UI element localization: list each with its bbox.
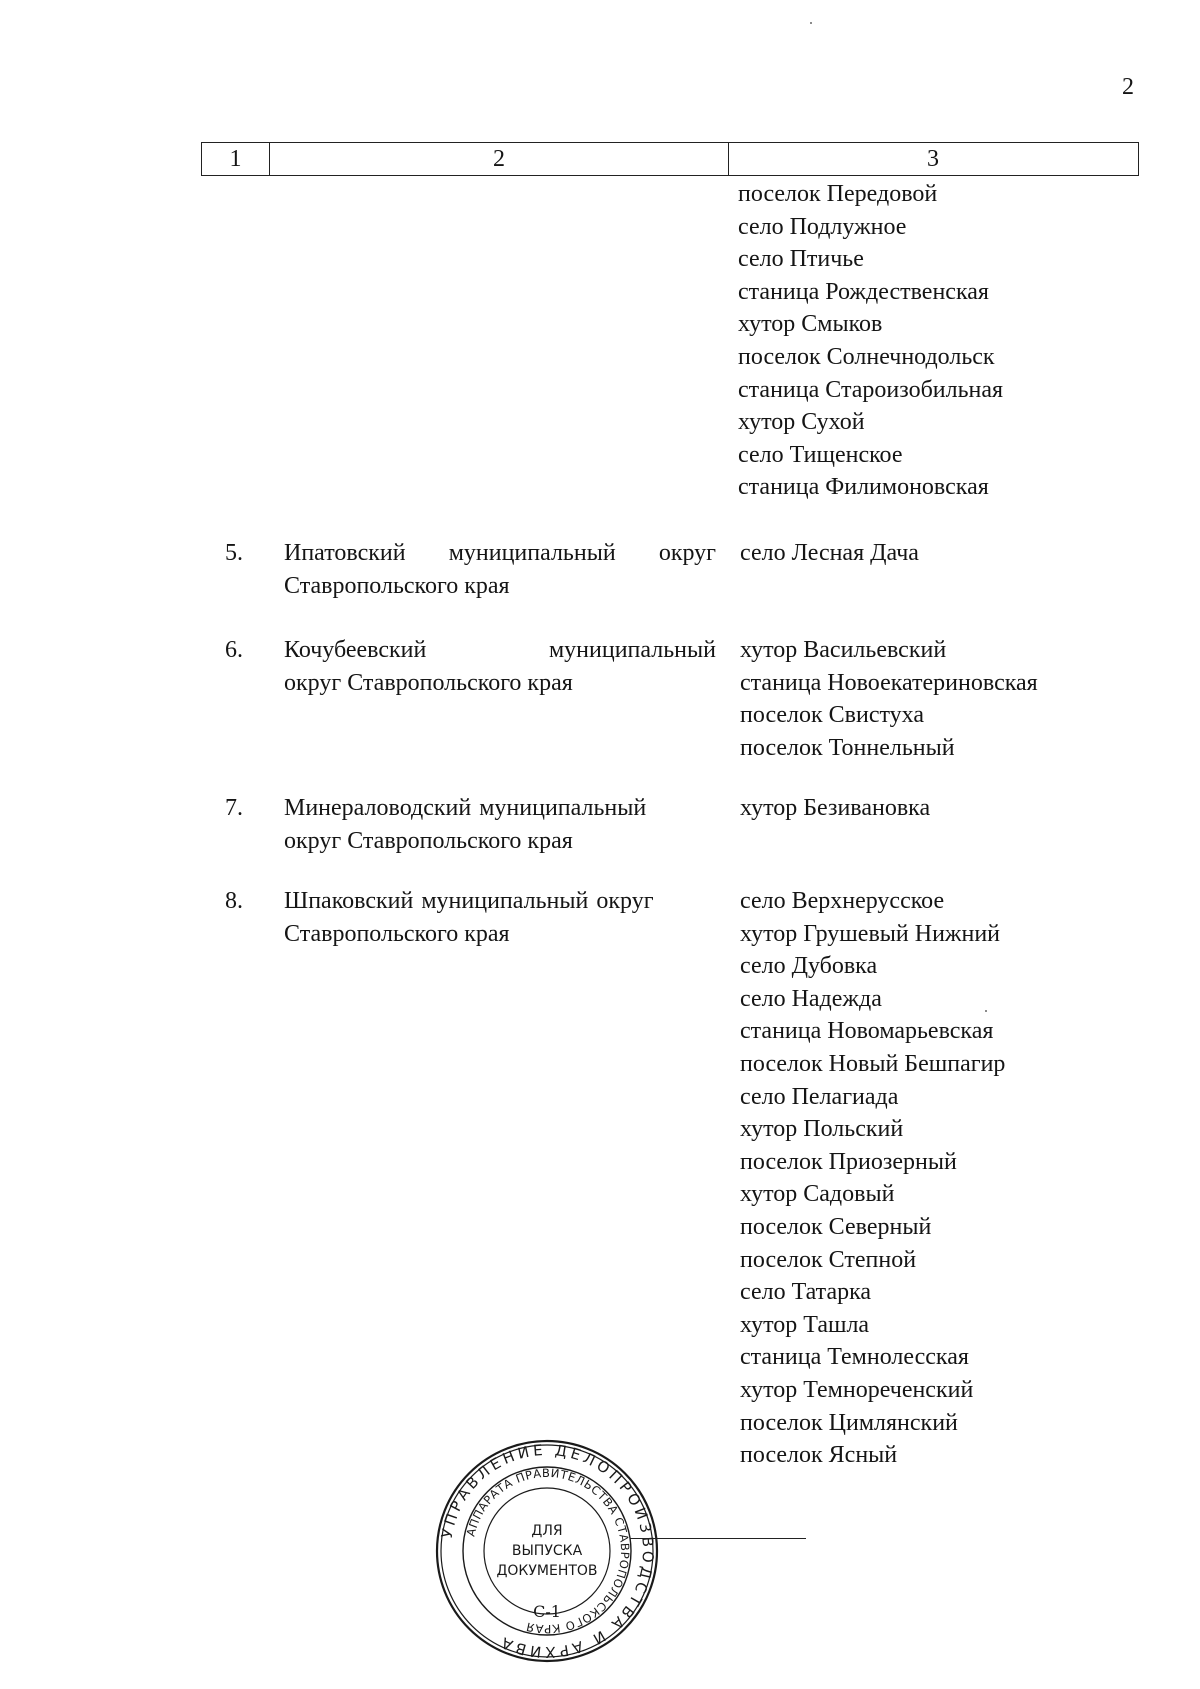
district-word: округ xyxy=(596,888,654,914)
district-name xyxy=(284,537,716,602)
stamp-inner-text: АППАРАТА ПРАВИТЕЛЬСТВА СТАВРОПОЛЬСКОГО КРАЯ xyxy=(463,1465,633,1637)
district-line: Ставропольского края xyxy=(284,920,510,947)
list-item: поселок Северный xyxy=(740,1213,932,1240)
list-item: поселок Приозерный xyxy=(740,1148,957,1175)
column-header-1: 1 xyxy=(202,143,270,175)
district-line: округ Ставропольского края xyxy=(284,669,573,696)
list-item: поселок Тоннельный xyxy=(740,734,955,761)
list-item: станица Рождественская xyxy=(738,278,989,305)
list-item: станица Темнолесская xyxy=(740,1344,969,1371)
list-item: хутор Темнореченский xyxy=(740,1376,974,1403)
district-word: Кочубеевский xyxy=(284,637,427,663)
list-item: поселок Ясный xyxy=(740,1442,898,1469)
district-line: округ Ставропольского края xyxy=(284,827,573,854)
district-name xyxy=(284,792,716,857)
row-number: 6. xyxy=(225,637,243,663)
list-item: село Верхнерусское xyxy=(740,888,945,914)
list-item: хутор Смыков xyxy=(738,311,883,338)
places-list xyxy=(740,792,930,825)
list-item: село Лесная Дача xyxy=(740,540,919,566)
places-list xyxy=(740,885,1005,1472)
list-item: станица Новоекатериновская xyxy=(740,669,1038,696)
list-item: хутор Грушевый Нижний xyxy=(740,920,1001,947)
list-item: поселок Степной xyxy=(740,1246,917,1273)
district-word: муниципальный xyxy=(448,540,616,566)
district-word: округ xyxy=(658,540,716,566)
list-item: село Надежда xyxy=(740,985,882,1012)
column-header-2: 2 xyxy=(270,143,729,175)
list-item: поселок Новый Бешпагир xyxy=(740,1050,1006,1077)
list-item: село Пелагиада xyxy=(740,1083,899,1110)
list-item: станица Новомарьевская xyxy=(740,1018,994,1045)
row-number: 5. xyxy=(225,540,243,566)
stamp-center-line: ДОКУМЕНТОВ xyxy=(496,1563,598,1579)
district-line: Ставропольского края xyxy=(284,572,510,599)
stamp-center-line: ДЛЯ xyxy=(531,1523,563,1539)
stamp-center-line: ВЫПУСКА xyxy=(511,1543,583,1559)
list-item: село Подлужное xyxy=(738,213,907,240)
scan-speck xyxy=(810,22,812,24)
list-item: хутор Сухой xyxy=(738,409,865,436)
page-number: 2 xyxy=(1122,74,1134,100)
signature-line xyxy=(630,1538,806,1539)
district-name xyxy=(284,634,716,699)
district-word: Ипатовский xyxy=(284,540,406,566)
district-name xyxy=(284,885,716,950)
row-number: 8. xyxy=(225,888,243,914)
list-item: село Татарка xyxy=(740,1279,872,1306)
list-item: станица Староизобильная xyxy=(738,376,1004,403)
scan-speck xyxy=(985,1010,987,1012)
row-number: 7. xyxy=(225,795,243,821)
list-item: село Тищенское xyxy=(738,441,903,468)
stamp-outer-text: УПРАВЛЕНИЕ ДЕЛОПРОИЗВОДСТВА И АРХИВА xyxy=(437,1440,658,1662)
list-item: хутор Ташла xyxy=(740,1311,870,1338)
list-item: хутор Васильевский xyxy=(740,637,947,663)
column-header-3: 3 xyxy=(927,146,939,172)
district-word: муниципальный xyxy=(548,637,716,663)
places-list xyxy=(740,537,919,570)
list-item: село Дубовка xyxy=(740,953,878,980)
continued-places-list xyxy=(738,178,1003,504)
list-item: хутор Безивановка xyxy=(740,795,931,821)
list-item: хутор Садовый xyxy=(740,1181,895,1208)
list-item: станица Филимоновская xyxy=(738,474,989,501)
list-item: поселок Цимлянский xyxy=(740,1409,958,1436)
district-word: Шпаковский xyxy=(284,888,414,914)
district-word: муниципальный xyxy=(421,888,589,914)
district-word: Минераловодский xyxy=(284,795,472,821)
list-item: село Птичье xyxy=(738,246,864,273)
list-item: поселок Солнечнодольск xyxy=(738,343,995,370)
stamp-code: С-1 xyxy=(533,1602,561,1621)
district-word: муниципальный xyxy=(479,795,647,821)
list-item: поселок Передовой xyxy=(738,181,938,207)
places-list xyxy=(740,634,1038,764)
list-item: хутор Польский xyxy=(740,1116,904,1143)
official-stamp xyxy=(432,1435,662,1667)
list-item: поселок Свистуха xyxy=(740,702,925,729)
table-header xyxy=(201,142,1139,176)
